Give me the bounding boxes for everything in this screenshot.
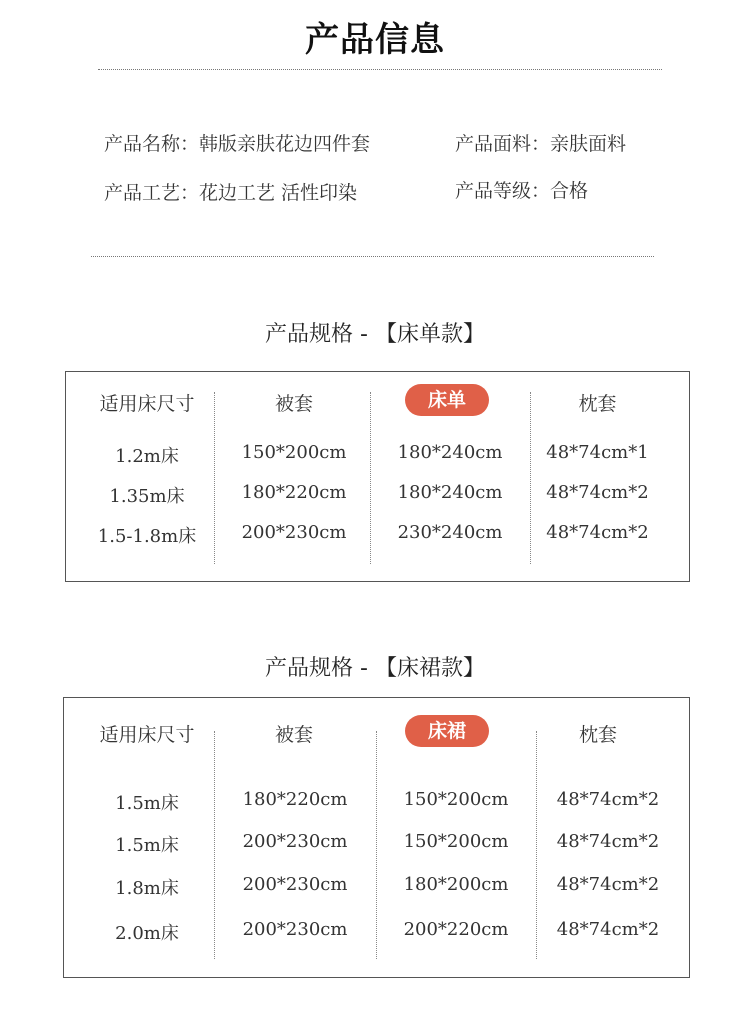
spec1-header-cover: 被套 — [274, 393, 313, 415]
cell-cover: 200*230cm — [242, 831, 348, 852]
page-title: 产品信息 — [305, 20, 445, 60]
cell-size: 1.35m床 — [109, 486, 185, 507]
cell-pillow: 48*74cm*2 — [546, 522, 649, 543]
cell-cover: 180*220cm — [242, 789, 348, 810]
spec2-header-size: 适用床尺寸 — [99, 724, 195, 746]
product-name: 产品名称：韩版亲肤花边四件套 — [104, 133, 371, 155]
cell-pillow: 48*74cm*2 — [546, 482, 649, 503]
cell-cover: 200*230cm — [242, 874, 348, 895]
product-fabric: 产品面料：亲肤面料 — [455, 133, 627, 155]
cell-pillow: 48*74cm*2 — [556, 789, 660, 810]
cell-cover: 180*220cm — [241, 482, 347, 503]
cell-size: 1.5m床 — [115, 793, 179, 814]
cell-cover: 150*200cm — [241, 442, 347, 463]
spec1-header-pillow: 枕套 — [578, 393, 617, 415]
product-grade: 产品等级：合格 — [455, 180, 589, 202]
cell-size: 1.5-1.8m床 — [97, 526, 197, 547]
cell-skirt: 150*200cm — [403, 789, 509, 810]
spec1-header-size: 适用床尺寸 — [99, 393, 195, 415]
spec2-title: 产品规格 - 【床裙款】 — [265, 656, 485, 681]
cell-pillow: 48*74cm*1 — [546, 442, 649, 463]
spec2-header-cover: 被套 — [274, 724, 313, 746]
divider — [91, 256, 654, 257]
spec2-header-skirt-pill: 床裙 — [405, 715, 489, 747]
cell-pillow: 48*74cm*2 — [556, 874, 660, 895]
cell-size: 2.0m床 — [115, 923, 179, 944]
cell-skirt: 150*200cm — [403, 831, 509, 852]
cell-size: 1.8m床 — [115, 878, 179, 899]
cell-sheet: 180*240cm — [397, 482, 503, 503]
divider — [98, 69, 662, 70]
cell-pillow: 48*74cm*2 — [556, 919, 660, 940]
cell-sheet: 180*240cm — [397, 442, 503, 463]
spec1-title: 产品规格 - 【床单款】 — [265, 322, 485, 347]
cell-pillow: 48*74cm*2 — [556, 831, 660, 852]
product-craft: 产品工艺：花边工艺 活性印染 — [104, 182, 358, 204]
cell-sheet: 230*240cm — [397, 522, 503, 543]
cell-size: 1.2m床 — [115, 446, 179, 467]
cell-size: 1.5m床 — [115, 835, 179, 856]
cell-skirt: 200*220cm — [403, 919, 509, 940]
cell-skirt: 180*200cm — [403, 874, 509, 895]
cell-cover: 200*230cm — [242, 919, 348, 940]
cell-cover: 200*230cm — [241, 522, 347, 543]
spec1-header-sheet-pill: 床单 — [405, 384, 489, 416]
spec2-header-pillow: 枕套 — [578, 724, 617, 746]
